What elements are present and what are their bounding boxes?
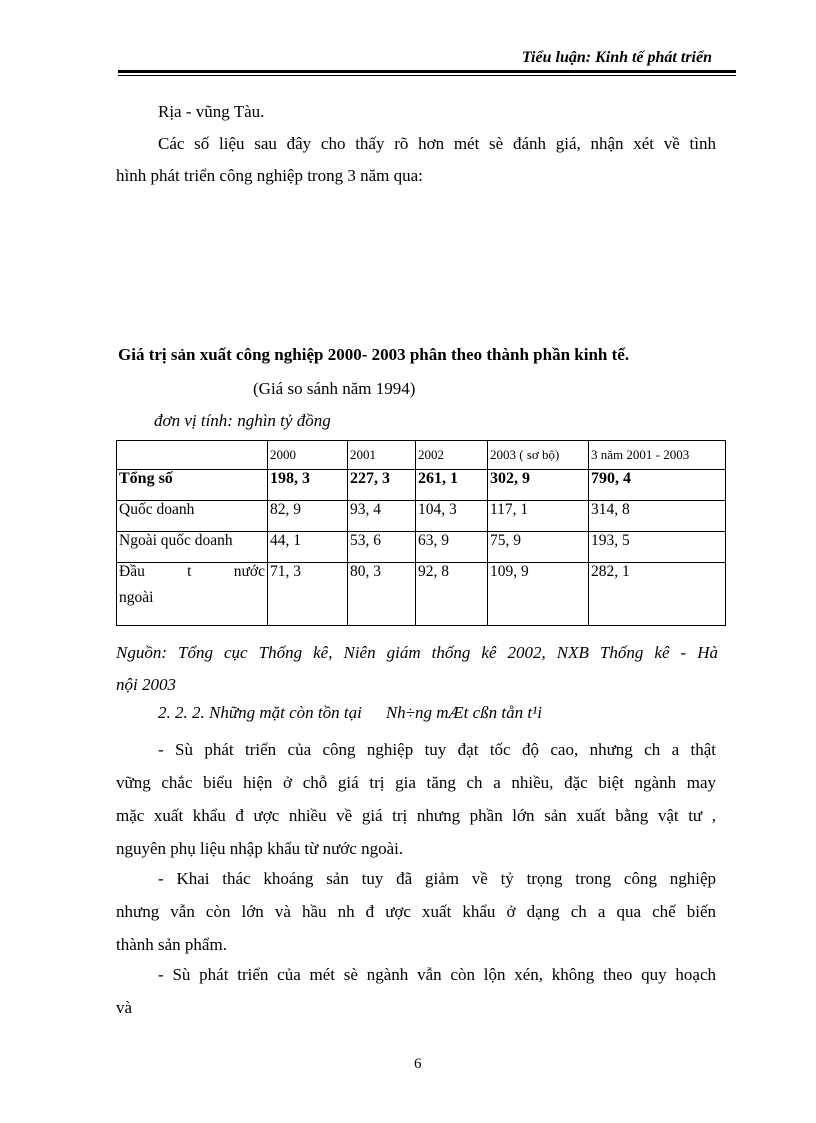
table-cell: 92, 8 <box>416 563 488 626</box>
header-cell: 2001 <box>348 441 416 470</box>
intro-para-line2: hình phát triển công nghiệp trong 3 năm qua: <box>116 166 423 185</box>
row-label: Tổng số <box>117 470 268 501</box>
table-cell: 193, 5 <box>589 532 726 563</box>
table-row <box>117 501 726 532</box>
body-p1-line: - Sù phát triển của công nghiệp tuy đạt tốc độ cao, nhưng ch a thật <box>158 740 716 759</box>
table-cell: 80, 3 <box>348 563 416 626</box>
header-rule-thick <box>118 70 736 73</box>
table-cell: 109, 9 <box>488 563 589 626</box>
header-rule-thin <box>118 75 736 76</box>
section-heading-text: 2. 2. 2. Những mặt còn tồn tại <box>158 703 362 722</box>
table-cell: 82, 9 <box>268 501 348 532</box>
table-row <box>117 563 726 626</box>
body-p3-line: và <box>116 998 133 1017</box>
body-p2-line: nhưng vẫn còn lớn và hầu nh đ ược xuất khẩu ở dạng ch a qua chế biến <box>116 902 716 921</box>
row-label: Ngoài quốc doanh <box>117 532 268 563</box>
table-header-row <box>117 441 726 470</box>
header-cell: 2000 <box>268 441 348 470</box>
table-cell: 261, 1 <box>416 470 488 501</box>
price-note: (Giá so sánh năm 1994) <box>253 379 416 398</box>
row-label-line2: ngoài <box>119 589 154 606</box>
row-label <box>117 563 268 626</box>
table-cell: 71, 3 <box>268 563 348 626</box>
body-p1-line: nguyên phụ liệu nhập khẩu từ nước ngoài. <box>116 839 404 858</box>
table-cell: 302, 9 <box>488 470 589 501</box>
table-cell: 282, 1 <box>589 563 726 626</box>
table-cell: 93, 4 <box>348 501 416 532</box>
header-title: Tiểu luận: Kinh tế phát triển <box>521 49 712 66</box>
table-cell: 314, 8 <box>589 501 726 532</box>
unit-note: đơn vị tính: nghìn tỷ đồng <box>154 411 331 430</box>
body-p1-line: mặc xuất khẩu đ ược nhiều về giá trị nhưng phần lớn sản xuất bằng vật tư , <box>116 806 716 825</box>
header-cell: 2003 ( sơ bộ) <box>488 441 589 470</box>
section-heading <box>158 703 542 723</box>
row-label-line1 <box>119 563 265 581</box>
page-number: 6 <box>414 1056 422 1072</box>
body-p2-line: - Khai thác khoáng sản tuy đã giảm về tỷ trọng trong công nghiệp <box>158 869 716 888</box>
table-cell: 104, 3 <box>416 501 488 532</box>
table-cell: 53, 6 <box>348 532 416 563</box>
section-heading-garbled: Nh÷ng mÆt cßn tån t¹i <box>385 703 542 722</box>
body-p3-line: - Sù phát triển của mét sè ngành vẫn còn lộn xén, không theo quy hoạch <box>158 965 716 984</box>
table-cell: 198, 3 <box>268 470 348 501</box>
header-cell: 3 năm 2001 - 2003 <box>589 441 726 470</box>
source-note <box>116 637 718 701</box>
table-cell: 790, 4 <box>589 470 726 501</box>
row-label-word: t <box>187 563 192 580</box>
body-p1-line: vững chắc biểu hiện ở chỗ giá trị gia tăng ch a nhiều, đặc biệt ngành may <box>116 773 716 792</box>
row-label: Quốc doanh <box>117 501 268 532</box>
table-title: Giá trị sản xuất công nghiệp 2000- 2003 phân theo thành phần kinh tế. <box>118 345 630 364</box>
table-row <box>117 470 726 501</box>
header-cell: 2002 <box>416 441 488 470</box>
header-cell <box>117 441 268 470</box>
row-label-word: nước <box>233 563 265 580</box>
body-p2-line: thành sản phẩm. <box>116 935 227 954</box>
table-cell: 75, 9 <box>488 532 589 563</box>
source-line2: nội 2003 <box>116 675 176 694</box>
table-cell: 227, 3 <box>348 470 416 501</box>
table-cell: 44, 1 <box>268 532 348 563</box>
production-table <box>116 440 726 626</box>
table-row <box>117 532 726 563</box>
source-line1: Nguồn: Tổng cục Thống kê, Niên giám thống kê 2002, NXB Thống kê - Hà <box>116 643 718 662</box>
intro-line: Rịa - vũng Tàu. <box>158 102 265 121</box>
table-cell: 117, 1 <box>488 501 589 532</box>
intro-para-line1: Các số liệu sau đây cho thấy rõ hơn mét sè đánh giá, nhận xét về tình <box>158 134 716 153</box>
row-label-word: Đầu <box>119 563 145 580</box>
table-cell: 63, 9 <box>416 532 488 563</box>
